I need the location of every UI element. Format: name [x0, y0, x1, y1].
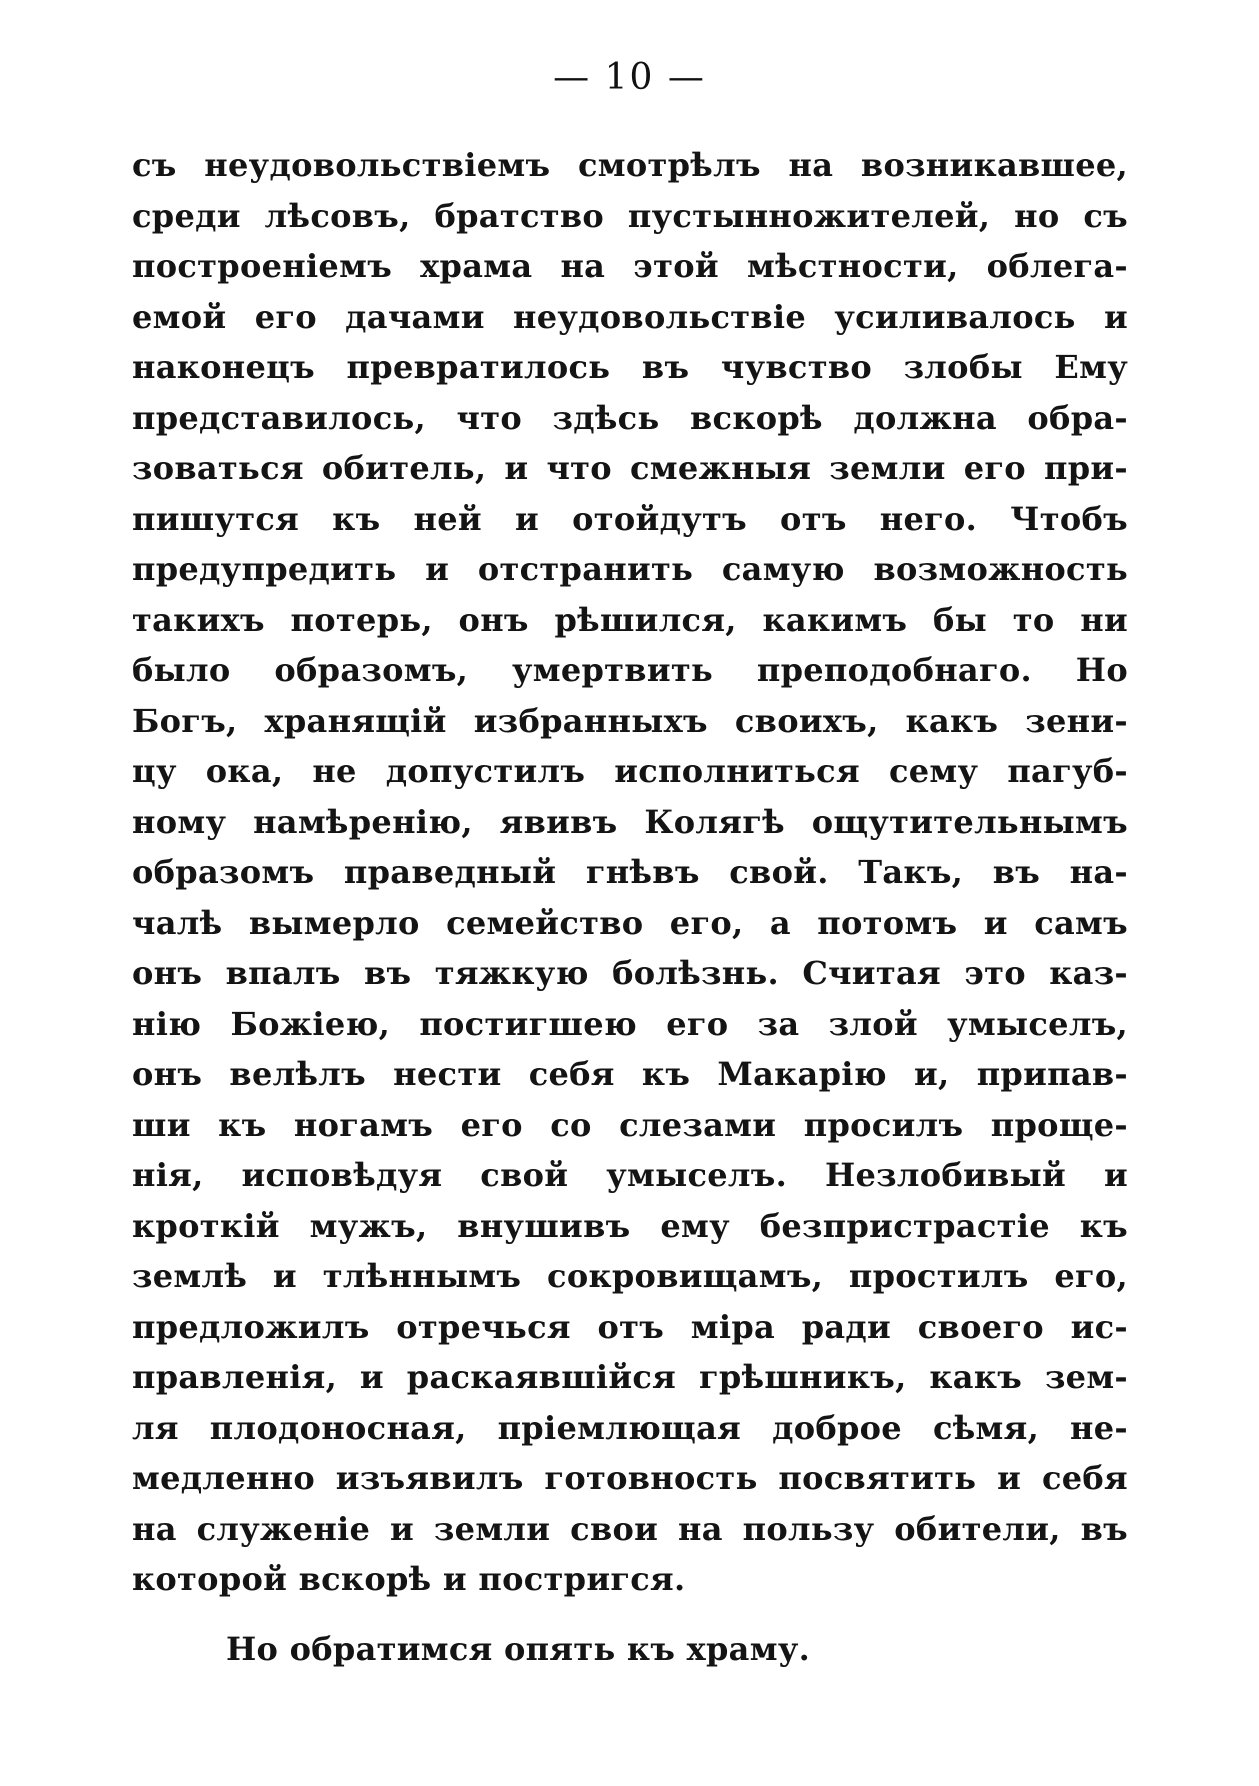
text-line: онъ впалъ въ тяжкую болѣзнь. Считая это каз-: [132, 954, 1128, 992]
text-line: ши къ ногамъ его со слезами просилъ проще-: [132, 1105, 1128, 1144]
closing-paragraph: Но обратимся опять къ храму.: [226, 1630, 811, 1668]
text-line: на служеніе и земли свои на пользу обители, въ: [132, 1509, 1128, 1548]
text-line: наконецъ превратилось въ чувство злобы Ему: [132, 348, 1128, 386]
text-line: ному намѣренію, явивъ Колягѣ ощутительнымъ: [132, 802, 1128, 841]
page-number: — 10 —: [553, 57, 706, 98]
text-line: онъ велѣлъ нести себя къ Макарію и, припав-: [132, 1055, 1128, 1093]
body-paragraph: [132, 140, 1128, 1605]
text-line: емой его дачами неудовольствіе усиливалось и: [132, 297, 1128, 336]
text-line: Богъ, хранящій избранныхъ своихъ, какъ зени-: [132, 701, 1128, 740]
text-line: образомъ праведный гнѣвъ свой. Такъ, въ на-: [132, 853, 1128, 891]
text-line: землѣ и тлѣннымъ сокровищамъ, простилъ его,: [132, 1257, 1128, 1295]
text-line: пишутся къ ней и отойдутъ отъ него. Чтобъ: [132, 499, 1128, 538]
text-line: такихъ потерь, онъ рѣшился, какимъ бы то ни: [132, 600, 1128, 639]
text-line: съ неудовольствіемъ смотрѣлъ на возникавшее,: [132, 146, 1128, 184]
text-line: кроткій мужъ, внушивъ ему безпристрастіе къ: [132, 1206, 1128, 1245]
text-line: медленно изъявилъ готовность посвятить и себя: [132, 1459, 1128, 1497]
text-line: ля плодоносная, пріемлющая доброе сѣмя, не-: [132, 1408, 1128, 1447]
text-line: правленія, и раскаявшійся грѣшникъ, какъ зем-: [132, 1358, 1128, 1396]
text-line: нія, исповѣдуя свой умыселъ. Незлобивый и: [132, 1156, 1128, 1194]
text-line: предложилъ отречься отъ міра ради своего ис-: [132, 1307, 1128, 1346]
text-line: зоваться обитель, и что смежныя земли его при-: [132, 449, 1128, 487]
text-line: было образомъ, умертвить преподобнаго. Но: [132, 651, 1128, 689]
text-line: нію Божіею, постигшею его за злой умыселъ,: [132, 1004, 1128, 1043]
text-line: цу ока, не допустилъ исполниться сему пагуб-: [132, 752, 1128, 790]
text-line: предупредить и отстранить самую возможность: [132, 550, 1128, 588]
text-line: представилось, что здѣсь вскорѣ должна обра-: [132, 398, 1128, 437]
text-line: среди лѣсовъ, братство пустынножителей, но съ: [132, 196, 1128, 235]
text-line: чалѣ вымерло семейство его, а потомъ и самъ: [132, 903, 1128, 942]
text-line-last: которой вскорѣ и постригся.: [132, 1560, 686, 1598]
text-line: построеніемъ храма на этой мѣстности, облега-: [132, 247, 1128, 285]
